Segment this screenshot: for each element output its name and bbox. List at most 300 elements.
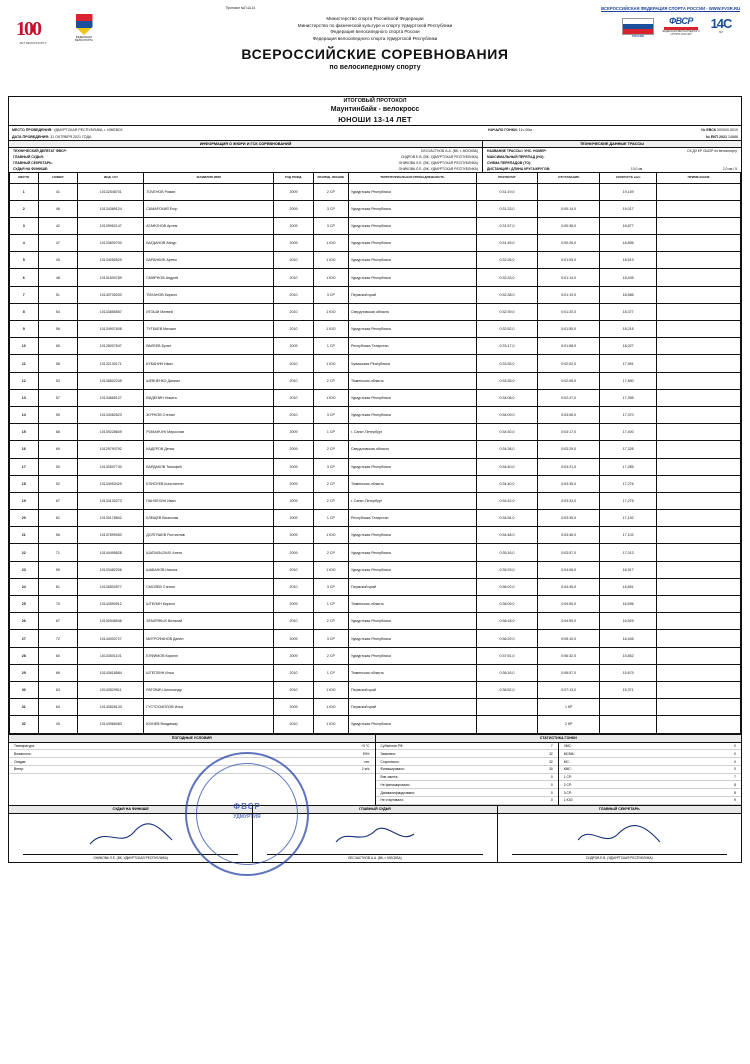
cell-result	[476, 716, 538, 733]
cell-place: 6	[10, 269, 39, 286]
cell-speed: 18,586	[600, 286, 657, 303]
cell-uci-id: 10143529511	[78, 681, 144, 698]
cell-place: 4	[10, 235, 39, 252]
stats-right-key: МСМК:	[563, 751, 575, 756]
stats-right-key: 1 ЮО:	[563, 798, 574, 803]
cell-rank: 1 ЮО	[313, 252, 348, 269]
cell-birth-year: 2009	[274, 475, 314, 492]
signature-title-1: ГЛАВНЫЙ СУДЬЯ	[253, 806, 496, 814]
weather-row	[9, 750, 375, 758]
cell-birth-year: 2010	[274, 321, 314, 338]
date-row	[9, 133, 741, 140]
cell-speed: 17,013	[600, 544, 657, 561]
cell-gap: 0:06:32,0	[538, 647, 600, 664]
cell-place: 20	[10, 510, 39, 527]
cell-notes	[657, 200, 741, 217]
flag-caption: РОССИЯ	[632, 35, 644, 38]
cell-uci-id: 10134907608	[78, 321, 144, 338]
cell-result: 0:35:29,0	[476, 561, 538, 578]
cell-gap: 0:03:46,0	[538, 527, 600, 544]
cell-region: Удмуртская Республика	[349, 269, 477, 286]
cell-uci-id: 10143618584	[78, 664, 144, 681]
table-row	[10, 406, 741, 423]
cell-birth-year: 2010	[274, 716, 314, 733]
jury-key-1: ГЛАВНЫЙ СУДЬЯ:	[13, 155, 44, 159]
cell-result: 0:33:35,0	[476, 372, 538, 389]
cell-uci-id: 10132130171	[78, 355, 144, 372]
cell-notes	[657, 527, 741, 544]
stats-left-key: Финишировало:	[380, 767, 405, 772]
cell-name: ЮХНЕВ Владимир	[144, 716, 274, 733]
cell-birth-year: 2010	[274, 372, 314, 389]
anniversary-caption: ЛЕТ ВЕЛОСПОРТУ	[19, 41, 47, 45]
cfr-logo	[662, 16, 700, 46]
cell-speed	[600, 699, 657, 716]
cell-result: 0:32:33,0	[476, 269, 538, 286]
stats-right-key: КМС:	[563, 767, 572, 772]
table-row	[10, 355, 741, 372]
cell-result: 0:34:40,0	[476, 458, 538, 475]
cell-result: 0:34:48,0	[476, 527, 538, 544]
cell-region: Удмуртская Республика	[349, 458, 477, 475]
cell-region: Республика Татарстан	[349, 338, 477, 355]
cell-rank: 1 ЮО	[313, 303, 348, 320]
cell-birth-year: 2010	[274, 269, 314, 286]
table-row	[10, 303, 741, 320]
cell-speed: 16,917	[600, 561, 657, 578]
cell-uci-id: 10134060523	[78, 406, 144, 423]
cell-name: БАРАНКИН Артем	[144, 252, 274, 269]
table-row	[10, 424, 741, 441]
table-row	[10, 286, 741, 303]
protocol-frame	[8, 96, 742, 863]
cell-region: Тюменская область	[349, 475, 477, 492]
cell-region: Удмуртская Республика	[349, 630, 477, 647]
cell-number: 60	[38, 647, 78, 664]
cell-region: Удмуртская Республика	[349, 613, 477, 630]
cell-rank: 1 ЮО	[313, 355, 348, 372]
cell-gap: 0:05:10,0	[538, 630, 600, 647]
cell-region: Чувашская Республика	[349, 355, 477, 372]
cell-birth-year: 2009	[274, 183, 314, 200]
stats-right-key: ЗМС:	[563, 743, 572, 748]
cell-result: 0:32:52,0	[476, 321, 538, 338]
stats-title: СТАТИСТИКА ГОНКИ	[376, 735, 742, 743]
cell-result: 0:32:38,0	[476, 286, 538, 303]
cell-name: САМАРСКИЙ Егор	[144, 200, 274, 217]
cell-region: Тюменская область	[349, 596, 477, 613]
cell-notes	[657, 269, 741, 286]
cell-rank: 3 СР	[313, 458, 348, 475]
cell-gap: 0:01:20,0	[538, 303, 600, 320]
cell-region: Удмуртская Республика	[349, 217, 477, 234]
cell-birth-year: 2009	[274, 596, 314, 613]
table-row	[10, 578, 741, 595]
ministry-line-2: Федерация велосипедного спорта России	[330, 29, 420, 35]
cell-result: 0:34:38,0	[476, 441, 538, 458]
cell-rank: 1 ЮО	[313, 235, 348, 252]
ekp-value: 24888	[728, 134, 738, 139]
results-body	[10, 183, 741, 733]
col-result: РЕЗУЛЬТАТ	[476, 173, 538, 184]
cell-region: Свердловская область	[349, 441, 477, 458]
uci-label: № ЕВСК	[701, 127, 716, 132]
cell-rank: 2 СР	[313, 441, 348, 458]
cell-gap: 0:03:35,0	[538, 475, 600, 492]
stats-left-row	[376, 789, 558, 797]
cell-number: 61	[38, 578, 78, 595]
cell-name: ШАПАЛЬСКИХ Антон	[144, 544, 274, 561]
cell-name: ЕЛИСЕЕВ Константин	[144, 475, 274, 492]
cell-result: 0:34:42,0	[476, 492, 538, 509]
signature-mark-2	[574, 822, 664, 850]
col-birth-year: ГОД РОЖД.	[274, 173, 314, 184]
stats-left-value: 0	[550, 798, 553, 803]
cell-result: 0:34:40,0	[476, 475, 538, 492]
results-table	[9, 172, 741, 734]
cell-notes	[657, 424, 741, 441]
federation-link[interactable]: ВСЕРОССИЙСКАЯ ФЕДЕРАЦИЯ СПОРТА РОССИИ - WWW.FVSR.RU	[601, 6, 740, 11]
weather-title: ПОГОДНЫЕ УСЛОВИЯ	[9, 735, 375, 743]
cell-number: 57	[38, 389, 78, 406]
course-panel-title: ТЕХНИЧЕСКИЕ ДАННЫЕ ТРАССЫ	[483, 140, 741, 148]
cell-notes	[657, 664, 741, 681]
cell-birth-year: 2010	[274, 613, 314, 630]
cell-number: 51	[38, 286, 78, 303]
protocol-kind: ИТОГОВЫЙ ПРОТОКОЛ	[343, 98, 407, 104]
ekp-label: № ЕКП 2021	[705, 134, 727, 139]
document-header	[8, 4, 742, 96]
uci-value: 000000.0010	[717, 127, 738, 132]
cell-rank: 3 СР	[313, 200, 348, 217]
cell-number: 64	[38, 699, 78, 716]
cell-name: ГУСТОСМОЛОВ Илья	[144, 699, 274, 716]
cell-uci-id: 10143590912	[78, 596, 144, 613]
cell-result: 0:35:16,0	[476, 544, 538, 561]
cell-notes	[657, 647, 741, 664]
cell-speed: 16,529	[600, 613, 657, 630]
table-row	[10, 441, 741, 458]
cell-number: 59	[38, 561, 78, 578]
table-row	[10, 389, 741, 406]
weather-value: 2 м/с	[361, 767, 370, 772]
cell-name: ВИДЕНИН Никита	[144, 389, 274, 406]
page-title: ВСЕРОССИЙСКИЕ СОРЕВНОВАНИЯ	[241, 46, 509, 62]
jury-val-3: ОНИКОВА Л.Е. (ВК, УДМУРТСКАЯ РЕСПУБЛИКА)	[398, 167, 478, 171]
cell-rank: 3 СР	[313, 406, 348, 423]
stats-right-row	[559, 789, 741, 797]
cell-notes	[657, 441, 741, 458]
cell-region: Удмуртская Республика	[349, 647, 477, 664]
cell-rank: 1 ЮО	[313, 699, 348, 716]
cell-uci-id: 10129790792	[78, 441, 144, 458]
stats-left-row	[376, 781, 558, 789]
stats-left-column	[376, 743, 559, 805]
cell-notes	[657, 338, 741, 355]
cell-gap: 0:03:33,0	[538, 492, 600, 509]
cell-name: МИТРОФАНОВ Данил	[144, 630, 274, 647]
cell-number: 58	[38, 355, 78, 372]
course-val-3: 10,0 км	[630, 167, 643, 171]
cell-gap: 0:02:02,0	[538, 355, 600, 372]
cell-notes	[657, 699, 741, 716]
table-row	[10, 630, 741, 647]
cell-notes	[657, 596, 741, 613]
cell-number: 65	[38, 338, 78, 355]
jury-val-2: ОНИКОВА Л.Е. (ВК, УДМУРТСКАЯ РЕСПУБЛИКА)	[398, 161, 478, 165]
date-value: 31 ОКТЯБРЯ 2021 ГОДА	[50, 134, 92, 139]
cell-speed: 15,852	[600, 647, 657, 664]
stamp-subtext: УДМУРТИЯ	[233, 813, 261, 820]
cell-gap: 0:02:06,0	[538, 372, 600, 389]
stats-right-key: 3 СР:	[563, 790, 572, 795]
weather-key: Влажность:	[14, 751, 32, 756]
cell-notes	[657, 355, 741, 372]
cell-region: Удмуртская Республика	[349, 527, 477, 544]
stats-right-value: 0	[734, 767, 736, 772]
cell-notes	[657, 681, 741, 698]
page-subtitle: по велосипедному спорту	[329, 64, 421, 71]
cell-gap: 0:02:47,0	[538, 389, 600, 406]
cell-number: 68	[38, 424, 78, 441]
cell-speed: 17,192	[600, 510, 657, 527]
cell-region: Тюменская область	[349, 372, 477, 389]
cell-birth-year: 2009	[274, 217, 314, 234]
weather-value: 90%	[362, 751, 370, 756]
stats-right-value: 8	[734, 790, 736, 795]
cell-region: Пермский край	[349, 681, 477, 698]
cell-rank: 1 ЮО	[313, 716, 348, 733]
cell-speed: 18,435	[600, 269, 657, 286]
cell-name: ЕЛФИМОВ Кирилл	[144, 647, 274, 664]
stats-left-value: 0	[550, 790, 553, 795]
table-row	[10, 681, 741, 698]
category-title: ЮНОШИ 13-14 ЛЕТ	[338, 115, 412, 124]
cell-uci-id: 10134389124	[78, 200, 144, 217]
stats-left-key: Не финишировало:	[380, 782, 411, 787]
table-row	[10, 596, 741, 613]
weather-value: +3 °C	[361, 743, 370, 748]
stats-right-key: 1 СР:	[563, 775, 572, 780]
course-panel	[483, 140, 741, 172]
weather-row	[9, 743, 375, 751]
cell-result: 0:33:35,0	[476, 355, 538, 372]
cell-result: 0:38:52,0	[476, 681, 538, 698]
protocol-note: Протокол №П-Ш-14	[226, 6, 256, 10]
cell-notes	[657, 252, 741, 269]
cell-place: 13	[10, 389, 39, 406]
cell-speed: 16,446	[600, 630, 657, 647]
cell-uci-id: 10144000727	[78, 630, 144, 647]
cell-uci-id: 10137699050	[78, 527, 144, 544]
cell-region: Свердловская область	[349, 303, 477, 320]
cell-region: Удмуртская Республика	[349, 321, 477, 338]
cell-speed: 18,877	[600, 217, 657, 234]
cell-speed: 18,519	[600, 252, 657, 269]
cell-notes	[657, 510, 741, 527]
stats-left-row	[376, 766, 558, 774]
table-row	[10, 647, 741, 664]
table-row	[10, 544, 741, 561]
stats-left-value: 0	[550, 782, 553, 787]
cell-notes	[657, 561, 741, 578]
cell-name: БАГДАНОВ Айнур	[144, 235, 274, 252]
place-value: УДМУРТСКАЯ РЕСПУБЛИКА, г. ИЖЕВСК	[53, 127, 123, 132]
cell-gap: 2 КР	[538, 716, 600, 733]
cell-result: 0:36:29,0	[476, 630, 538, 647]
stats-right-value: 7	[734, 775, 736, 780]
cell-number: 66	[38, 664, 78, 681]
cell-gap: 0:04:50,0	[538, 596, 600, 613]
jury-key-0: ТЕХНИЧЕСКИЙ ДЕЛЕГАТ ФВСР:	[13, 149, 67, 153]
cell-speed: 17,276	[600, 492, 657, 509]
cell-notes	[657, 475, 741, 492]
cell-uci-id: 10139228609	[78, 424, 144, 441]
course-key-1: МАКСИМАЛЬНЫЙ ПЕРЕПАД (НО):	[487, 155, 545, 159]
cell-birth-year: 2009	[274, 200, 314, 217]
stats-right-value: 0	[734, 759, 736, 764]
signature-name-2: СИДРОВ Е.В. (УДМУРТСКАЯ РЕСПУБЛИКА)	[512, 854, 727, 860]
signature-mark-0	[86, 822, 176, 850]
cell-gap: 0:01:19,0	[538, 286, 600, 303]
cell-number: 54	[38, 303, 78, 320]
cell-birth-year: 2010	[274, 561, 314, 578]
cell-birth-year: 2009	[274, 699, 314, 716]
weather-key: Осадки:	[14, 759, 27, 764]
table-row	[10, 338, 741, 355]
col-region: ТЕРРИТОРИАЛЬНАЯ ПРИНАДЛЕЖНОСТЬ	[349, 173, 477, 184]
cell-result: 0:33:17,0	[476, 338, 538, 355]
cell-place: 1	[10, 183, 39, 200]
cell-notes	[657, 492, 741, 509]
cell-number: 69	[38, 441, 78, 458]
cell-speed: 17,276	[600, 475, 657, 492]
cell-speed: 16,651	[600, 578, 657, 595]
table-row	[10, 527, 741, 544]
stats-left-key: Дисквалифицировано:	[380, 790, 416, 795]
cell-place: 3	[10, 217, 39, 234]
cell-place: 18	[10, 475, 39, 492]
cell-speed: 17,102	[600, 527, 657, 544]
info-panels	[9, 140, 741, 172]
cell-place: 9	[10, 321, 39, 338]
cell-speed: 16,596	[600, 596, 657, 613]
col-rank: РАЗРЯД, ЗВАНИЕ	[313, 173, 348, 184]
signature-name-1: БЕСЧАСТНОВ А.А. (ВК, г. МОСКВА)	[267, 854, 482, 860]
cell-gap: 0:03:21,0	[538, 458, 600, 475]
cell-gap: 0:04:59,0	[538, 613, 600, 630]
cell-uci-id: 10130178602	[78, 510, 144, 527]
cell-uci-id: 10143966083	[78, 716, 144, 733]
cell-name: ВАЛЕЕВ Булат	[144, 338, 274, 355]
jury-val-1: СИДРОВ Е.В. (ВК, УДМУРТСКАЯ РЕСПУБЛИКА)	[400, 155, 478, 159]
cell-speed: 17,890	[600, 372, 657, 389]
cell-name: ШАБАНОВ Никита	[144, 561, 274, 578]
cell-uci-id: 10128007547	[78, 338, 144, 355]
cell-result: 0:36:09,0	[476, 596, 538, 613]
jury-panel-title: ИНФОРМАЦИЯ О ЖЮРИ И ГСК СОРЕВНОВАНИЙ	[9, 140, 482, 148]
cell-rank: 1 ЮО	[313, 321, 348, 338]
table-row	[10, 664, 741, 681]
cell-place: 26	[10, 613, 39, 630]
cell-result: 0:38:16,0	[476, 664, 538, 681]
cell-name: СМОЛЕВ Степан	[144, 578, 274, 595]
col-uci-id: ИНД. UCI	[78, 173, 144, 184]
cell-rank: 2 СР	[313, 183, 348, 200]
cell-region: г. Санкт-Петербург	[349, 424, 477, 441]
cell-number: 63	[38, 681, 78, 698]
stats-left-value: 0	[550, 775, 553, 780]
cell-region: Тюменская область	[349, 664, 477, 681]
stats-left-row	[376, 743, 558, 751]
cell-speed: 18,896	[600, 235, 657, 252]
place-label: МЕСТО ПРОВЕДЕНИЯ:	[12, 127, 53, 132]
cell-birth-year: 2010	[274, 406, 314, 423]
signature-mark-1	[330, 822, 420, 850]
cell-name: ТОЧЕНОВ Роман	[144, 183, 274, 200]
cfr-text: ФВСР	[669, 16, 693, 26]
cell-name: СМИРНОВ Андрей	[144, 269, 274, 286]
cell-rank: 1 ЮО	[313, 681, 348, 698]
cell-name: ШЕВЧЕНКО Даниил	[144, 372, 274, 389]
cell-place: 21	[10, 527, 39, 544]
cell-rank: 3 СР	[313, 578, 348, 595]
bottom-panels	[9, 734, 741, 805]
table-row	[10, 235, 741, 252]
weather-key: Ветер:	[14, 767, 24, 772]
cell-speed: 17,370	[600, 406, 657, 423]
cell-number: 46	[38, 200, 78, 217]
cell-birth-year: 2010	[274, 252, 314, 269]
cell-speed: 18,377	[600, 303, 657, 320]
cell-birth-year: 2009	[274, 510, 314, 527]
cell-gap: 0:04:06,0	[538, 561, 600, 578]
cell-place: 29	[10, 664, 39, 681]
col-gap: ОТСТАВАНИЕ	[538, 173, 600, 184]
cell-number: 56	[38, 527, 78, 544]
stats-left-key: Вне зачета:	[380, 775, 399, 780]
cell-place: 30	[10, 681, 39, 698]
cell-place: 11	[10, 355, 39, 372]
cell-notes	[657, 303, 741, 320]
cell-birth-year: 2009	[274, 424, 314, 441]
cell-name: КАДЕРОВ Денис	[144, 441, 274, 458]
stats-right-key: 2 СР:	[563, 782, 572, 787]
cell-birth-year: 2010	[274, 578, 314, 595]
cell-rank: 2 СР	[313, 372, 348, 389]
cell-place: 25	[10, 596, 39, 613]
cell-number: 50	[38, 458, 78, 475]
cell-result: 0:36:02,0	[476, 578, 538, 595]
cell-region: Удмуртская Республика	[349, 544, 477, 561]
cell-name: ИГОШИ Матвей	[144, 303, 274, 320]
years-text: 14С	[710, 16, 732, 31]
stamp-text: ФВСР	[233, 801, 261, 811]
cell-birth-year: 2010	[274, 681, 314, 698]
jury-key-3: СУДЬЯ НА ФИНИШЕ:	[13, 167, 49, 171]
weather-row	[9, 758, 375, 766]
table-row	[10, 269, 741, 286]
cell-uci-id: 10130948546	[78, 613, 144, 630]
cell-gap: 0:03:06,0	[538, 406, 600, 423]
cell-notes	[657, 372, 741, 389]
cell-place: 32	[10, 716, 39, 733]
fvsr-caption: ФЕДЕРАЦИЯ ВЕЛОСПОРТА	[75, 36, 93, 42]
cell-number: 56	[38, 321, 78, 338]
cell-birth-year: 2009	[274, 441, 314, 458]
cell-notes	[657, 235, 741, 252]
cell-uci-id: 10134130273	[78, 492, 144, 509]
